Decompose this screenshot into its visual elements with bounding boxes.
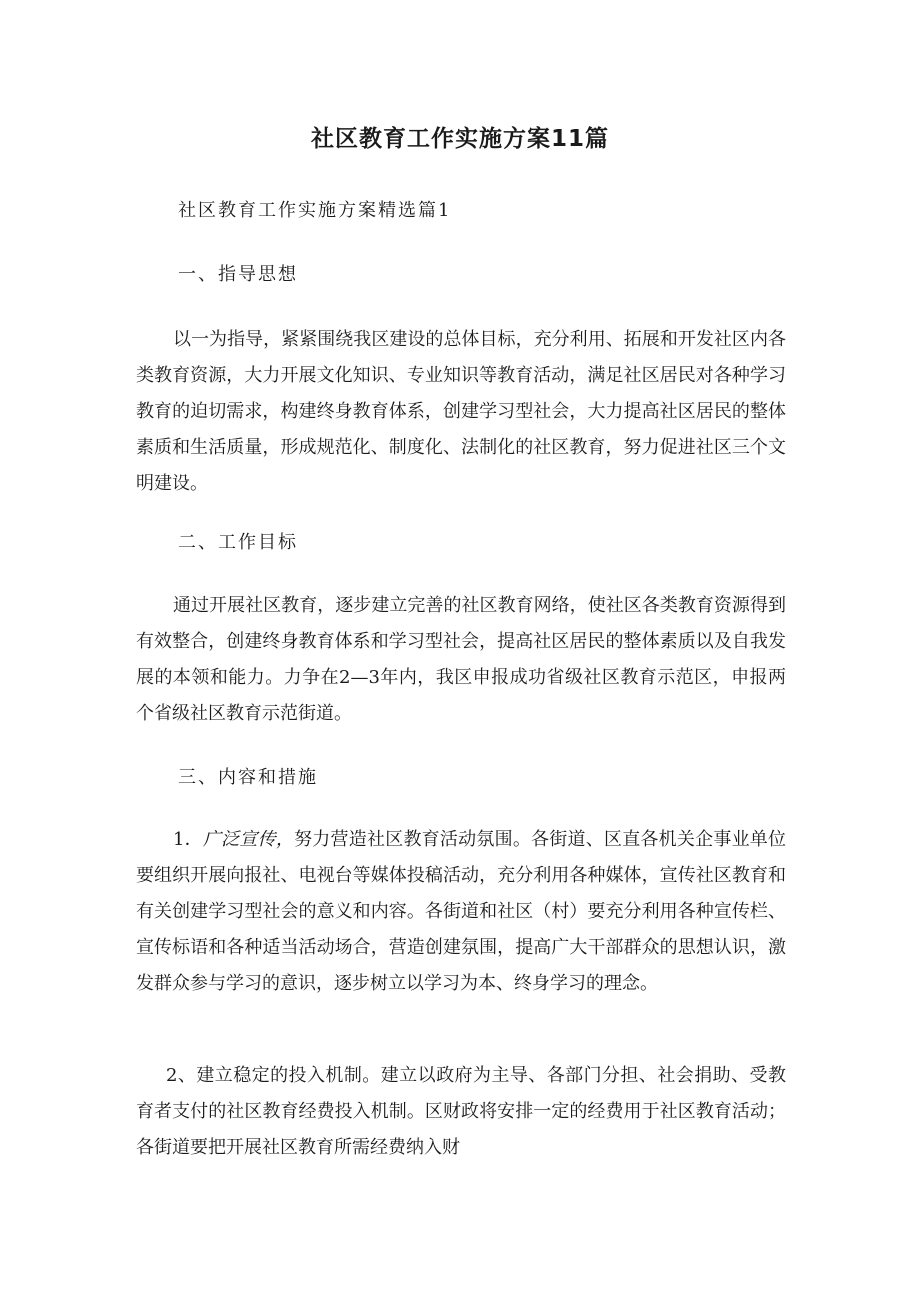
document-subtitle: 社区教育工作实施方案精选篇1 [178,200,452,221]
section-heading-content-measures: 三、内容和措施 [178,767,318,788]
section-heading-guiding-ideology: 一、指导思想 [178,264,298,285]
paragraph-work-goals: 通过开展社区教育，逐步建立完善的社区教育网络，使社区各类教育资源得到有效整合，创建终身教育体系和学习型社会，提高社区居民的整体素质以及自我发展的本领和能力。力争在2—3年内，我区申报成功省级社区教育示范区，申报两个省级社区教育示范街道。 [136,595,786,724]
paragraph-guiding-ideology: 以一为指导，紧紧围绕我区建设的总体目标，充分利用、拓展和开发社区内各类教育资源，大力开展文化知识、专业知识等教育活动，满足社区居民对各种学习教育的迫切需求，构建终身教育体系，创建学习型社会，大力提高社区居民的整体素质和生活质量，形成规范化、制度化、法制化的社区教育，努力促进社区三个文明建设。 [136,329,786,494]
item-1-italic-lead: 广泛宣传， [202,829,295,850]
paragraph-item-1 [136,822,786,1002]
item-1-text: 努力营造社区教育活动氛围。各街道、区直各机关企事业单位要组织开展向报社、电视台等媒体投稿活动，充分利用各种媒体，宣传社区教育和有关创建学习型社会的意义和内容。各街道和社区（村）要充分利用各种宣传栏、宣传标语和各种适当活动场合，营造创建氛围，提高广大干部群众的思想认识，激发群众参与学习的意识，逐步树立以学习为本、终身学习的理念。 [136,829,787,994]
section-heading-work-goals: 二、工作目标 [178,532,298,553]
paragraph-item-2: 2、建立稳定的投入机制。建立以政府为主导、各部门分担、社会捐助、受教育者支付的社区教育经费投入机制。区财政将安排一定的经费用于社区教育活动；各街道要把开展社区教育所需经费纳入财 [136,1065,786,1158]
item-1-number: 1． [173,829,203,850]
document-title: 社区教育工作实施方案11篇 [310,126,609,152]
